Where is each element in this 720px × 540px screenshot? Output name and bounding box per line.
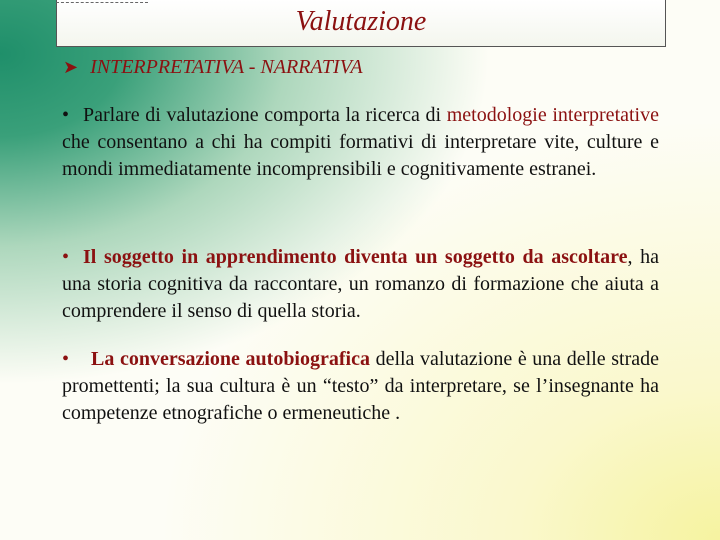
slide-title: Valutazione bbox=[295, 6, 427, 37]
paragraph-1-highlight-1: metodologie bbox=[446, 104, 547, 126]
paragraph-1-pre: Parlare di valutazione comporta la ricerca di bbox=[83, 104, 447, 126]
paragraph-1-post: che consentano a chi ha compiti formativi di interpretare vite, culture e mondi immediatamente incomprensibili e cognitivamente estranei. bbox=[62, 131, 659, 180]
arrow-right-icon: ➤ bbox=[63, 57, 79, 77]
bullet-icon: • bbox=[62, 348, 70, 370]
subheading bbox=[63, 56, 363, 79]
bullet-icon: • bbox=[62, 246, 70, 268]
paragraph-1-highlight-2: interpretative bbox=[552, 104, 659, 126]
paragraph-3-highlight: La conversazione autobiografica bbox=[91, 348, 370, 370]
paragraph-3-post: della valutazione è una delle strade promettenti; la sua cultura è un “testo” da interpretare, se l’insegnante ha competenze etnografiche o ermeneutiche . bbox=[62, 348, 659, 424]
paragraph-1 bbox=[62, 102, 659, 183]
title-dashed-line bbox=[56, 2, 148, 3]
paragraph-2-highlight: Il soggetto in apprendimento diventa un soggetto da ascoltare bbox=[83, 246, 628, 268]
paragraph-2-post: , ha una storia cognitiva da raccontare, un romanzo di formazione che aiuta a comprendere il senso di quella storia. bbox=[62, 246, 659, 322]
subheading-text: INTERPRETATIVA - NARRATIVA bbox=[90, 56, 363, 78]
bullet-icon: • bbox=[62, 104, 70, 126]
paragraph-2 bbox=[62, 244, 659, 325]
paragraph-3 bbox=[62, 346, 659, 427]
title-box bbox=[56, 0, 666, 47]
